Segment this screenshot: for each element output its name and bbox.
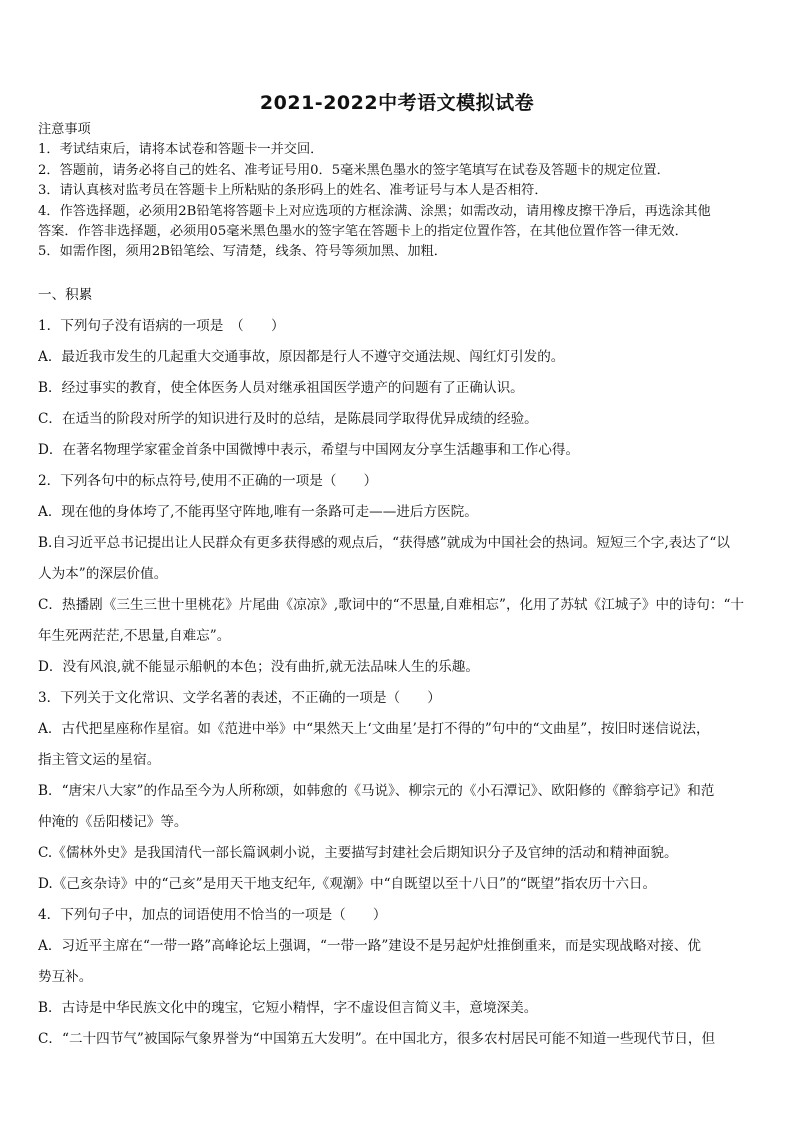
question-3-option-a: A．古代把星座称作星宿。如《范进中举》中“果然天上‘文曲星’是打不得的”句中的“文曲星”，按旧时迷信说法，	[38, 721, 710, 737]
question-3-option-c: C.《儒林外史》是我国清代一部长篇讽刺小说，主要描写封建社会后期知识分子及官绅的活动和精神面貌。	[38, 845, 678, 861]
question-section	[38, 285, 760, 1055]
notice-line-4: 4．作答选择题，必须用2B铅笔将答题卡上对应选项的方框涂满、涂黑；如需改动，请用橡皮擦干净后，再选涂其他	[38, 203, 711, 219]
notice-line-5: 5．如需作图，须用2B铅笔绘、写清楚，线条、符号等须加黑、加粗．	[38, 244, 447, 260]
question-3-option-b: B．“唐宋八大家”的作品至今为人所称颂，如韩愈的《马说》、柳宗元的《小石潭记》、欧阳修的《醉翁亭记》和范	[38, 783, 715, 799]
question-4	[38, 900, 760, 1055]
question-4-option-c: C．“二十四节气”被国际气象界誉为“中国第五大发明”。在中国北方，很多农村居民可能不知道一些现代节日，但	[38, 1031, 716, 1047]
question-1-option-c: C．在适当的阶段对所学的知识进行及时的总结，是陈晨同学取得优异成绩的经验。	[38, 411, 538, 427]
notice-block	[38, 120, 758, 263]
question-1	[38, 311, 760, 466]
question-2-option-b: B.自习近平总书记提出让人民群众有更多获得感的观点后，“获得感”就成为中国社会的热词。短短三个字,表达了“以	[38, 535, 730, 551]
question-1-option-d: D．在著名物理学家霍金首条中国微博中表示，希望与中国网友分享生活趣事和工作心得。	[38, 442, 580, 458]
notice-line-4-cont: 答案．作答非选择题，必须用05毫米黑色墨水的签字笔在答题卡上的指定位置作答，在其他位置作答一律无效．	[38, 224, 688, 240]
question-2-option-b-cont: 人为本”的深层价值。	[38, 566, 168, 582]
question-4-stem: 4．下列句子中，加点的词语使用不恰当的一项是（ ）	[38, 907, 387, 923]
question-3	[38, 683, 760, 900]
question-4-option-a-cont: 势互补。	[38, 969, 93, 985]
question-1-option-b: B．经过事实的教育，使全体医务人员对继承祖国医学遗产的问题有了正确认识。	[38, 380, 524, 396]
notice-heading: 注意事项	[38, 122, 91, 137]
question-4-option-a: A．习近平主席在“一带一路”高峰论坛上强调，“一带一路”建设不是另起炉灶推倒重来，而是实现战略对接、优	[38, 938, 701, 954]
question-3-option-d: D.《己亥杂诗》中的“己亥”是用天干地支纪年,《观潮》中“自既望以至十八日”的“既望”指农历十六日。	[38, 876, 657, 892]
question-3-stem: 3．下列关于文化常识、文学名著的表述，不正确的一项是（ ）	[38, 690, 441, 706]
exam-title: 2021-2022中考语文模拟试卷	[259, 92, 535, 114]
question-3-option-b-cont: 仲淹的《岳阳楼记》等。	[38, 814, 188, 830]
question-4-option-b: B．古诗是中华民族文化中的瑰宝，它短小精悍，字不虚设但言简义丰，意境深美。	[38, 1000, 538, 1016]
notice-line-1: 1．考试结束后，请将本试卷和答题卡一并交回．	[38, 142, 324, 158]
section-heading: 一、积累	[38, 287, 93, 303]
question-1-stem: 1．下列句子没有语病的一项是 （ ）	[38, 318, 285, 334]
question-2-option-a: A．现在他的身体垮了,不能再坚守阵地,唯有一条路可走——进后方医院。	[38, 504, 478, 520]
notice-line-3: 3．请认真核对监考员在答题卡上所粘贴的条形码上的姓名、准考证号与本人是否相符．	[38, 183, 548, 199]
question-3-option-a-cont: 指主管文运的星宿。	[38, 752, 161, 768]
question-2-option-c-cont: 年生死两茫茫,不思量,自难忘”。	[38, 628, 231, 644]
notice-line-2: 2．答题前，请务必将自己的姓名、准考证号用0．5毫米黑色墨水的签字笔填写在试卷及答题卡的规定位置．	[38, 162, 670, 178]
question-2-option-c: C．热播剧《三生三世十里桃花》片尾曲《凉凉》,歌词中的“不思量,自难相忘”，化用了苏轼《江城子》中的诗句：“十	[38, 597, 744, 613]
question-1-option-a: A．最近我市发生的几起重大交通事故，原因都是行人不遵守交通法规、闯红灯引发的。	[38, 349, 565, 365]
question-2-stem: 2．下列各句中的标点符号,使用不正确的一项是（ ）	[38, 473, 378, 489]
question-2-option-d: D．没有风浪,就不能显示船帆的本色；没有曲折,就无法品味人生的乐趣。	[38, 659, 479, 675]
question-2	[38, 466, 760, 683]
